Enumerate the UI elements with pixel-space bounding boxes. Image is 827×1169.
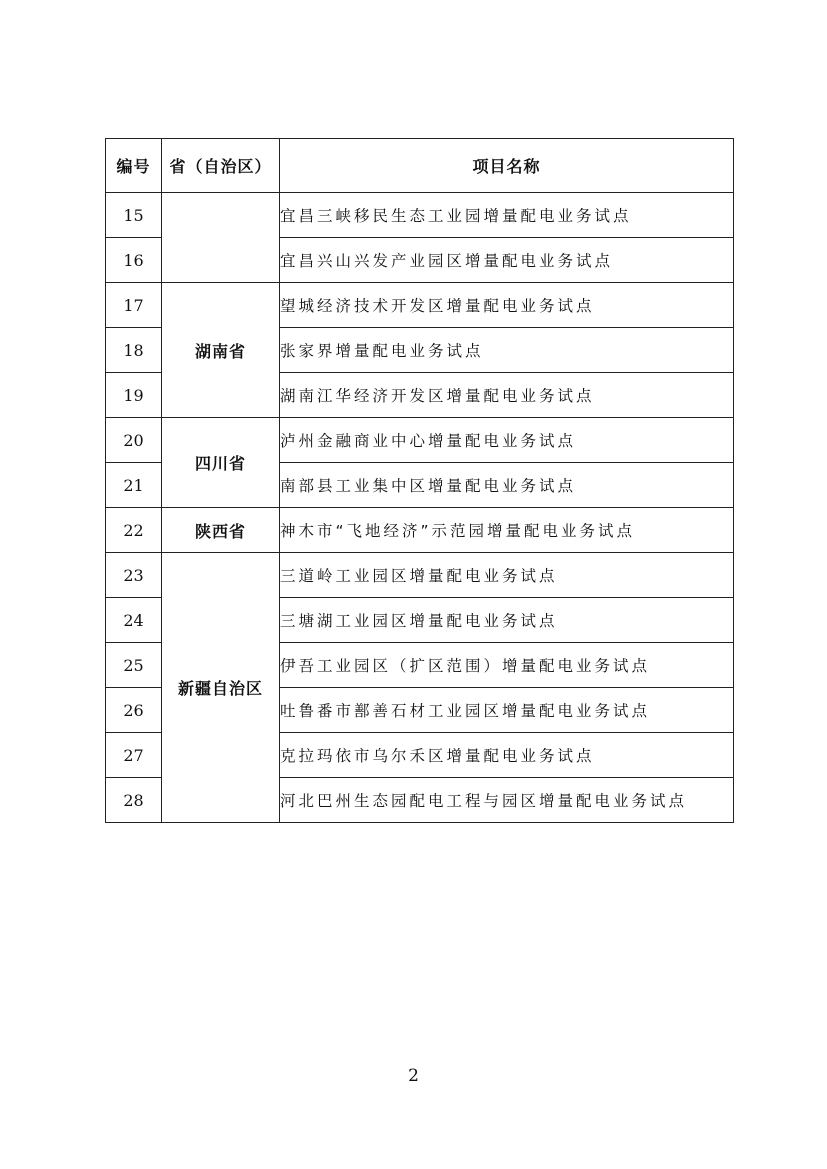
province-cell-xinjiang: 新疆自治区 [162, 553, 280, 823]
row-number: 23 [106, 553, 162, 598]
pilot-project-table [105, 138, 734, 823]
table-row [106, 418, 734, 463]
header-project-name: 项目名称 [280, 139, 734, 193]
table-row [106, 193, 734, 238]
project-name: 南部县工业集中区增量配电业务试点 [280, 463, 734, 508]
table-row [106, 508, 734, 553]
province-cell-blank [162, 193, 280, 283]
project-name: 泸州金融商业中心增量配电业务试点 [280, 418, 734, 463]
project-name: 三塘湖工业园区增量配电业务试点 [280, 598, 734, 643]
table-row [106, 553, 734, 598]
row-number: 28 [106, 778, 162, 823]
project-name: 宜昌三峡移民生态工业园增量配电业务试点 [280, 193, 734, 238]
project-name: 神木市“飞地经济”示范园增量配电业务试点 [280, 508, 734, 553]
row-number: 21 [106, 463, 162, 508]
row-number: 18 [106, 328, 162, 373]
project-name: 望城经济技术开发区增量配电业务试点 [280, 283, 734, 328]
row-number: 24 [106, 598, 162, 643]
row-number: 16 [106, 238, 162, 283]
project-name: 河北巴州生态园配电工程与园区增量配电业务试点 [280, 778, 734, 823]
row-number: 17 [106, 283, 162, 328]
row-number: 19 [106, 373, 162, 418]
row-number: 26 [106, 688, 162, 733]
province-cell-shaanxi: 陕西省 [162, 508, 280, 553]
project-name: 张家界增量配电业务试点 [280, 328, 734, 373]
project-name: 吐鲁番市鄯善石材工业园区增量配电业务试点 [280, 688, 734, 733]
row-number: 27 [106, 733, 162, 778]
province-cell-sichuan: 四川省 [162, 418, 280, 508]
project-name: 伊吾工业园区（扩区范围）增量配电业务试点 [280, 643, 734, 688]
project-name: 宜昌兴山兴发产业园区增量配电业务试点 [280, 238, 734, 283]
province-cell-hunan: 湖南省 [162, 283, 280, 418]
row-number: 20 [106, 418, 162, 463]
project-name: 克拉玛依市乌尔禾区增量配电业务试点 [280, 733, 734, 778]
table-header-row [106, 139, 734, 193]
page-number: 2 [408, 1066, 419, 1086]
row-number: 15 [106, 193, 162, 238]
table-row [106, 283, 734, 328]
row-number: 22 [106, 508, 162, 553]
project-name: 三道岭工业园区增量配电业务试点 [280, 553, 734, 598]
row-number: 25 [106, 643, 162, 688]
header-province: 省（自治区） [162, 139, 280, 193]
project-name: 湖南江华经济开发区增量配电业务试点 [280, 373, 734, 418]
header-number: 编号 [106, 139, 162, 193]
